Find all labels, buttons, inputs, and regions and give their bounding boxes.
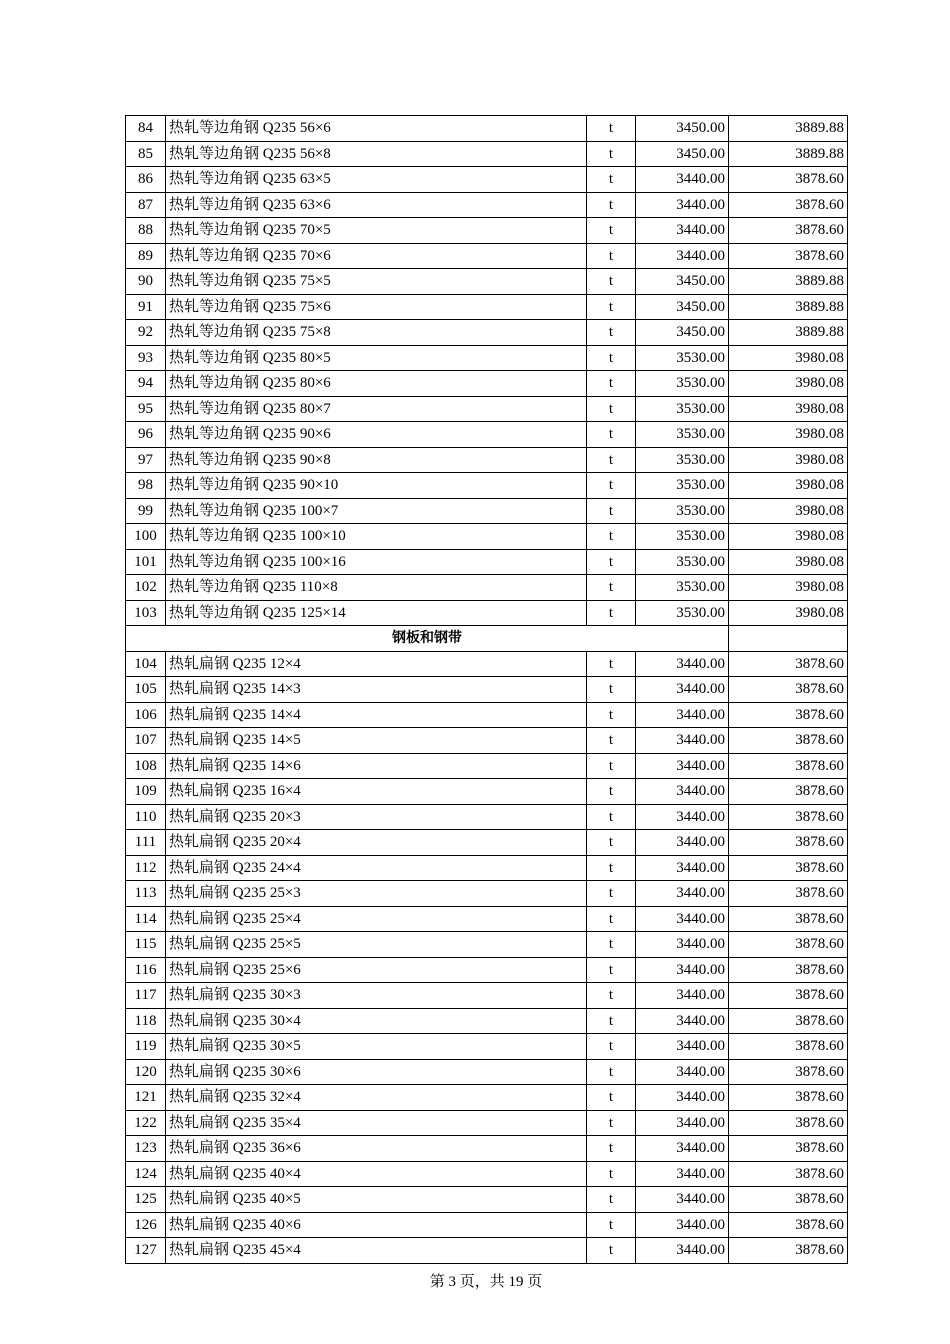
price-excl-tax: 3440.00: [636, 243, 729, 269]
item-name: 热轧扁钢 Q235 32×4: [166, 1085, 587, 1111]
unit: t: [587, 702, 636, 728]
table-row: [126, 294, 848, 320]
price-incl-tax: 3980.08: [729, 371, 848, 397]
table-row: [126, 498, 848, 524]
unit: t: [587, 1238, 636, 1264]
price-incl-tax: 3878.60: [729, 218, 848, 244]
row-number: 91: [126, 294, 166, 320]
price-excl-tax: 3440.00: [636, 1059, 729, 1085]
row-number: 108: [126, 753, 166, 779]
unit: t: [587, 218, 636, 244]
unit: t: [587, 192, 636, 218]
unit: t: [587, 1059, 636, 1085]
price-excl-tax: 3440.00: [636, 1212, 729, 1238]
row-number: 86: [126, 167, 166, 193]
row-number: 104: [126, 651, 166, 677]
section-flat-steel: [126, 651, 848, 1263]
price-excl-tax: 3530.00: [636, 447, 729, 473]
unit: t: [587, 473, 636, 499]
price-excl-tax: 3450.00: [636, 116, 729, 142]
price-incl-tax: 3980.08: [729, 498, 848, 524]
price-excl-tax: 3440.00: [636, 906, 729, 932]
item-name: 热轧扁钢 Q235 30×6: [166, 1059, 587, 1085]
unit: t: [587, 141, 636, 167]
row-number: 125: [126, 1187, 166, 1213]
table-row: [126, 1034, 848, 1060]
row-number: 106: [126, 702, 166, 728]
price-incl-tax: 3878.60: [729, 804, 848, 830]
table-row: [126, 447, 848, 473]
price-incl-tax: 3878.60: [729, 651, 848, 677]
unit: t: [587, 881, 636, 907]
price-excl-tax: 3440.00: [636, 1008, 729, 1034]
unit: t: [587, 983, 636, 1009]
row-number: 84: [126, 116, 166, 142]
table-row: [126, 192, 848, 218]
item-name: 热轧等边角钢 Q235 75×8: [166, 320, 587, 346]
row-number: 93: [126, 345, 166, 371]
price-incl-tax: 3878.60: [729, 192, 848, 218]
row-number: 95: [126, 396, 166, 422]
price-excl-tax: 3440.00: [636, 677, 729, 703]
price-incl-tax: 3878.60: [729, 1085, 848, 1111]
unit: t: [587, 1110, 636, 1136]
price-incl-tax: 3878.60: [729, 855, 848, 881]
section-header-row: [126, 626, 848, 652]
item-name: 热轧扁钢 Q235 30×5: [166, 1034, 587, 1060]
price-excl-tax: 3440.00: [636, 1085, 729, 1111]
row-number: 87: [126, 192, 166, 218]
price-incl-tax: 3980.08: [729, 549, 848, 575]
row-number: 102: [126, 575, 166, 601]
item-name: 热轧等边角钢 Q235 90×10: [166, 473, 587, 499]
unit: t: [587, 1161, 636, 1187]
unit: t: [587, 804, 636, 830]
row-number: 112: [126, 855, 166, 881]
item-name: 热轧等边角钢 Q235 90×8: [166, 447, 587, 473]
price-excl-tax: 3530.00: [636, 524, 729, 550]
section-angle-steel: [126, 116, 848, 626]
table-row: [126, 269, 848, 295]
price-incl-tax: 3980.08: [729, 473, 848, 499]
unit: t: [587, 422, 636, 448]
item-name: 热轧等边角钢 Q235 100×7: [166, 498, 587, 524]
row-number: 123: [126, 1136, 166, 1162]
price-incl-tax: 3878.60: [729, 1238, 848, 1264]
table-row: [126, 549, 848, 575]
price-incl-tax: 3980.08: [729, 524, 848, 550]
row-number: 109: [126, 779, 166, 805]
row-number: 121: [126, 1085, 166, 1111]
price-excl-tax: 3440.00: [636, 957, 729, 983]
table-row: [126, 116, 848, 142]
price-incl-tax: 3878.60: [729, 1110, 848, 1136]
price-table: [125, 115, 848, 1264]
row-number: 127: [126, 1238, 166, 1264]
price-incl-tax: 3889.88: [729, 141, 848, 167]
price-excl-tax: 3440.00: [636, 830, 729, 856]
price-incl-tax: 3878.60: [729, 1008, 848, 1034]
price-incl-tax: 3980.08: [729, 345, 848, 371]
item-name: 热轧等边角钢 Q235 70×6: [166, 243, 587, 269]
table-row: [126, 1059, 848, 1085]
unit: t: [587, 243, 636, 269]
table-row: [126, 218, 848, 244]
item-name: 热轧扁钢 Q235 25×4: [166, 906, 587, 932]
price-incl-tax: 3878.60: [729, 1187, 848, 1213]
item-name: 热轧扁钢 Q235 16×4: [166, 779, 587, 805]
item-name: 热轧扁钢 Q235 35×4: [166, 1110, 587, 1136]
row-number: 122: [126, 1110, 166, 1136]
table-row: [126, 396, 848, 422]
price-excl-tax: 3440.00: [636, 167, 729, 193]
item-name: 热轧扁钢 Q235 14×6: [166, 753, 587, 779]
price-incl-tax: 3878.60: [729, 957, 848, 983]
price-excl-tax: 3440.00: [636, 1161, 729, 1187]
price-incl-tax: 3878.60: [729, 932, 848, 958]
price-excl-tax: 3440.00: [636, 192, 729, 218]
price-excl-tax: 3440.00: [636, 1034, 729, 1060]
item-name: 热轧扁钢 Q235 40×6: [166, 1212, 587, 1238]
table-row: [126, 422, 848, 448]
row-number: 94: [126, 371, 166, 397]
price-excl-tax: 3530.00: [636, 600, 729, 626]
price-incl-tax: 3889.88: [729, 320, 848, 346]
unit: t: [587, 320, 636, 346]
price-incl-tax: 3878.60: [729, 1034, 848, 1060]
row-number: 85: [126, 141, 166, 167]
table-row: [126, 600, 848, 626]
price-incl-tax: 3878.60: [729, 1212, 848, 1238]
item-name: 热轧等边角钢 Q235 80×7: [166, 396, 587, 422]
item-name: 热轧等边角钢 Q235 63×5: [166, 167, 587, 193]
item-name: 热轧等边角钢 Q235 80×5: [166, 345, 587, 371]
item-name: 热轧扁钢 Q235 14×3: [166, 677, 587, 703]
price-excl-tax: 3450.00: [636, 269, 729, 295]
unit: t: [587, 549, 636, 575]
item-name: 热轧等边角钢 Q235 90×6: [166, 422, 587, 448]
item-name: 热轧等边角钢 Q235 100×10: [166, 524, 587, 550]
table-row: [126, 141, 848, 167]
item-name: 热轧扁钢 Q235 14×5: [166, 728, 587, 754]
price-incl-tax: 3878.60: [729, 167, 848, 193]
table-row: [126, 1212, 848, 1238]
price-excl-tax: 3440.00: [636, 983, 729, 1009]
price-incl-tax: 3878.60: [729, 728, 848, 754]
table-row: [126, 345, 848, 371]
unit: t: [587, 932, 636, 958]
row-number: 101: [126, 549, 166, 575]
unit: t: [587, 269, 636, 295]
price-excl-tax: 3530.00: [636, 422, 729, 448]
unit: t: [587, 830, 636, 856]
item-name: 热轧扁钢 Q235 24×4: [166, 855, 587, 881]
row-number: 97: [126, 447, 166, 473]
table-row: [126, 1187, 848, 1213]
unit: t: [587, 498, 636, 524]
unit: t: [587, 677, 636, 703]
table-row: [126, 524, 848, 550]
row-number: 107: [126, 728, 166, 754]
item-name: 热轧等边角钢 Q235 100×16: [166, 549, 587, 575]
item-name: 热轧扁钢 Q235 12×4: [166, 651, 587, 677]
price-incl-tax: 3889.88: [729, 116, 848, 142]
price-incl-tax: 3878.60: [729, 830, 848, 856]
section-title-empty-cell: [729, 626, 848, 652]
price-incl-tax: 3878.60: [729, 779, 848, 805]
price-excl-tax: 3530.00: [636, 473, 729, 499]
item-name: 热轧扁钢 Q235 30×4: [166, 1008, 587, 1034]
unit: t: [587, 779, 636, 805]
unit: t: [587, 345, 636, 371]
price-incl-tax: 3878.60: [729, 702, 848, 728]
price-incl-tax: 3878.60: [729, 906, 848, 932]
price-excl-tax: 3440.00: [636, 1187, 729, 1213]
price-excl-tax: 3440.00: [636, 1238, 729, 1264]
price-incl-tax: 3878.60: [729, 1059, 848, 1085]
table-row: [126, 906, 848, 932]
unit: t: [587, 524, 636, 550]
item-name: 热轧等边角钢 Q235 80×6: [166, 371, 587, 397]
unit: t: [587, 753, 636, 779]
row-number: 92: [126, 320, 166, 346]
price-incl-tax: 3878.60: [729, 1136, 848, 1162]
table-row: [126, 983, 848, 1009]
price-excl-tax: 3440.00: [636, 1136, 729, 1162]
row-number: 116: [126, 957, 166, 983]
unit: t: [587, 1212, 636, 1238]
price-excl-tax: 3440.00: [636, 1110, 729, 1136]
unit: t: [587, 294, 636, 320]
row-number: 105: [126, 677, 166, 703]
price-excl-tax: 3440.00: [636, 651, 729, 677]
row-number: 103: [126, 600, 166, 626]
table-row: [126, 779, 848, 805]
unit: t: [587, 957, 636, 983]
row-number: 111: [126, 830, 166, 856]
item-name: 热轧等边角钢 Q235 56×8: [166, 141, 587, 167]
table-row: [126, 830, 848, 856]
unit: t: [587, 906, 636, 932]
price-excl-tax: 3530.00: [636, 345, 729, 371]
price-excl-tax: 3440.00: [636, 804, 729, 830]
price-excl-tax: 3440.00: [636, 728, 729, 754]
price-excl-tax: 3530.00: [636, 396, 729, 422]
table-row: [126, 1110, 848, 1136]
table-row: [126, 702, 848, 728]
item-name: 热轧扁钢 Q235 30×3: [166, 983, 587, 1009]
unit: t: [587, 600, 636, 626]
price-excl-tax: 3450.00: [636, 320, 729, 346]
row-number: 99: [126, 498, 166, 524]
table-row: [126, 855, 848, 881]
item-name: 热轧扁钢 Q235 25×6: [166, 957, 587, 983]
table-row: [126, 804, 848, 830]
unit: t: [587, 728, 636, 754]
unit: t: [587, 651, 636, 677]
item-name: 热轧等边角钢 Q235 70×5: [166, 218, 587, 244]
row-number: 114: [126, 906, 166, 932]
row-number: 110: [126, 804, 166, 830]
price-incl-tax: 3878.60: [729, 753, 848, 779]
row-number: 120: [126, 1059, 166, 1085]
price-excl-tax: 3440.00: [636, 702, 729, 728]
price-incl-tax: 3980.08: [729, 575, 848, 601]
unit: t: [587, 167, 636, 193]
price-incl-tax: 3878.60: [729, 677, 848, 703]
table-row: [126, 320, 848, 346]
price-excl-tax: 3530.00: [636, 575, 729, 601]
price-excl-tax: 3440.00: [636, 932, 729, 958]
row-number: 118: [126, 1008, 166, 1034]
row-number: 100: [126, 524, 166, 550]
table-row: [126, 651, 848, 677]
item-name: 热轧等边角钢 Q235 63×6: [166, 192, 587, 218]
row-number: 113: [126, 881, 166, 907]
price-excl-tax: 3450.00: [636, 141, 729, 167]
unit: t: [587, 116, 636, 142]
table-row: [126, 1161, 848, 1187]
table-row: [126, 575, 848, 601]
price-incl-tax: 3878.60: [729, 881, 848, 907]
table-row: [126, 1008, 848, 1034]
row-number: 126: [126, 1212, 166, 1238]
price-excl-tax: 3440.00: [636, 218, 729, 244]
price-incl-tax: 3878.60: [729, 1161, 848, 1187]
item-name: 热轧扁钢 Q235 40×5: [166, 1187, 587, 1213]
price-excl-tax: 3440.00: [636, 779, 729, 805]
price-incl-tax: 3980.08: [729, 396, 848, 422]
price-incl-tax: 3980.08: [729, 447, 848, 473]
price-excl-tax: 3450.00: [636, 294, 729, 320]
table-row: [126, 677, 848, 703]
row-number: 88: [126, 218, 166, 244]
price-incl-tax: 3878.60: [729, 983, 848, 1009]
section-title: 钢板和钢带: [126, 626, 729, 652]
table-row: [126, 1136, 848, 1162]
item-name: 热轧扁钢 Q235 25×3: [166, 881, 587, 907]
unit: t: [587, 1136, 636, 1162]
unit: t: [587, 855, 636, 881]
price-excl-tax: 3440.00: [636, 855, 729, 881]
row-number: 98: [126, 473, 166, 499]
price-incl-tax: 3878.60: [729, 243, 848, 269]
table-row: [126, 932, 848, 958]
table-row: [126, 1085, 848, 1111]
item-name: 热轧扁钢 Q235 25×5: [166, 932, 587, 958]
item-name: 热轧等边角钢 Q235 56×6: [166, 116, 587, 142]
unit: t: [587, 447, 636, 473]
row-number: 96: [126, 422, 166, 448]
unit: t: [587, 396, 636, 422]
item-name: 热轧扁钢 Q235 20×4: [166, 830, 587, 856]
price-incl-tax: 3889.88: [729, 269, 848, 295]
table-row: [126, 881, 848, 907]
row-number: 119: [126, 1034, 166, 1060]
unit: t: [587, 1187, 636, 1213]
unit: t: [587, 1008, 636, 1034]
row-number: 117: [126, 983, 166, 1009]
unit: t: [587, 575, 636, 601]
item-name: 热轧扁钢 Q235 45×4: [166, 1238, 587, 1264]
item-name: 热轧等边角钢 Q235 110×8: [166, 575, 587, 601]
price-excl-tax: 3530.00: [636, 498, 729, 524]
table-row: [126, 167, 848, 193]
unit: t: [587, 1034, 636, 1060]
row-number: 90: [126, 269, 166, 295]
unit: t: [587, 371, 636, 397]
item-name: 热轧等边角钢 Q235 75×6: [166, 294, 587, 320]
table-row: [126, 473, 848, 499]
price-excl-tax: 3440.00: [636, 881, 729, 907]
row-number: 89: [126, 243, 166, 269]
item-name: 热轧扁钢 Q235 40×4: [166, 1161, 587, 1187]
item-name: 热轧等边角钢 Q235 125×14: [166, 600, 587, 626]
price-incl-tax: 3980.08: [729, 422, 848, 448]
price-incl-tax: 3980.08: [729, 600, 848, 626]
item-name: 热轧等边角钢 Q235 75×5: [166, 269, 587, 295]
price-excl-tax: 3530.00: [636, 549, 729, 575]
price-incl-tax: 3889.88: [729, 294, 848, 320]
table-row: [126, 1238, 848, 1264]
table-row: [126, 243, 848, 269]
price-excl-tax: 3530.00: [636, 371, 729, 397]
table-row: [126, 957, 848, 983]
price-excl-tax: 3440.00: [636, 753, 729, 779]
table-row: [126, 728, 848, 754]
row-number: 124: [126, 1161, 166, 1187]
table-row: [126, 753, 848, 779]
item-name: 热轧扁钢 Q235 20×3: [166, 804, 587, 830]
row-number: 115: [126, 932, 166, 958]
table-row: [126, 371, 848, 397]
unit: t: [587, 1085, 636, 1111]
item-name: 热轧扁钢 Q235 36×6: [166, 1136, 587, 1162]
item-name: 热轧扁钢 Q235 14×4: [166, 702, 587, 728]
page-footer: 第 3 页，共 19 页: [429, 1274, 543, 1290]
